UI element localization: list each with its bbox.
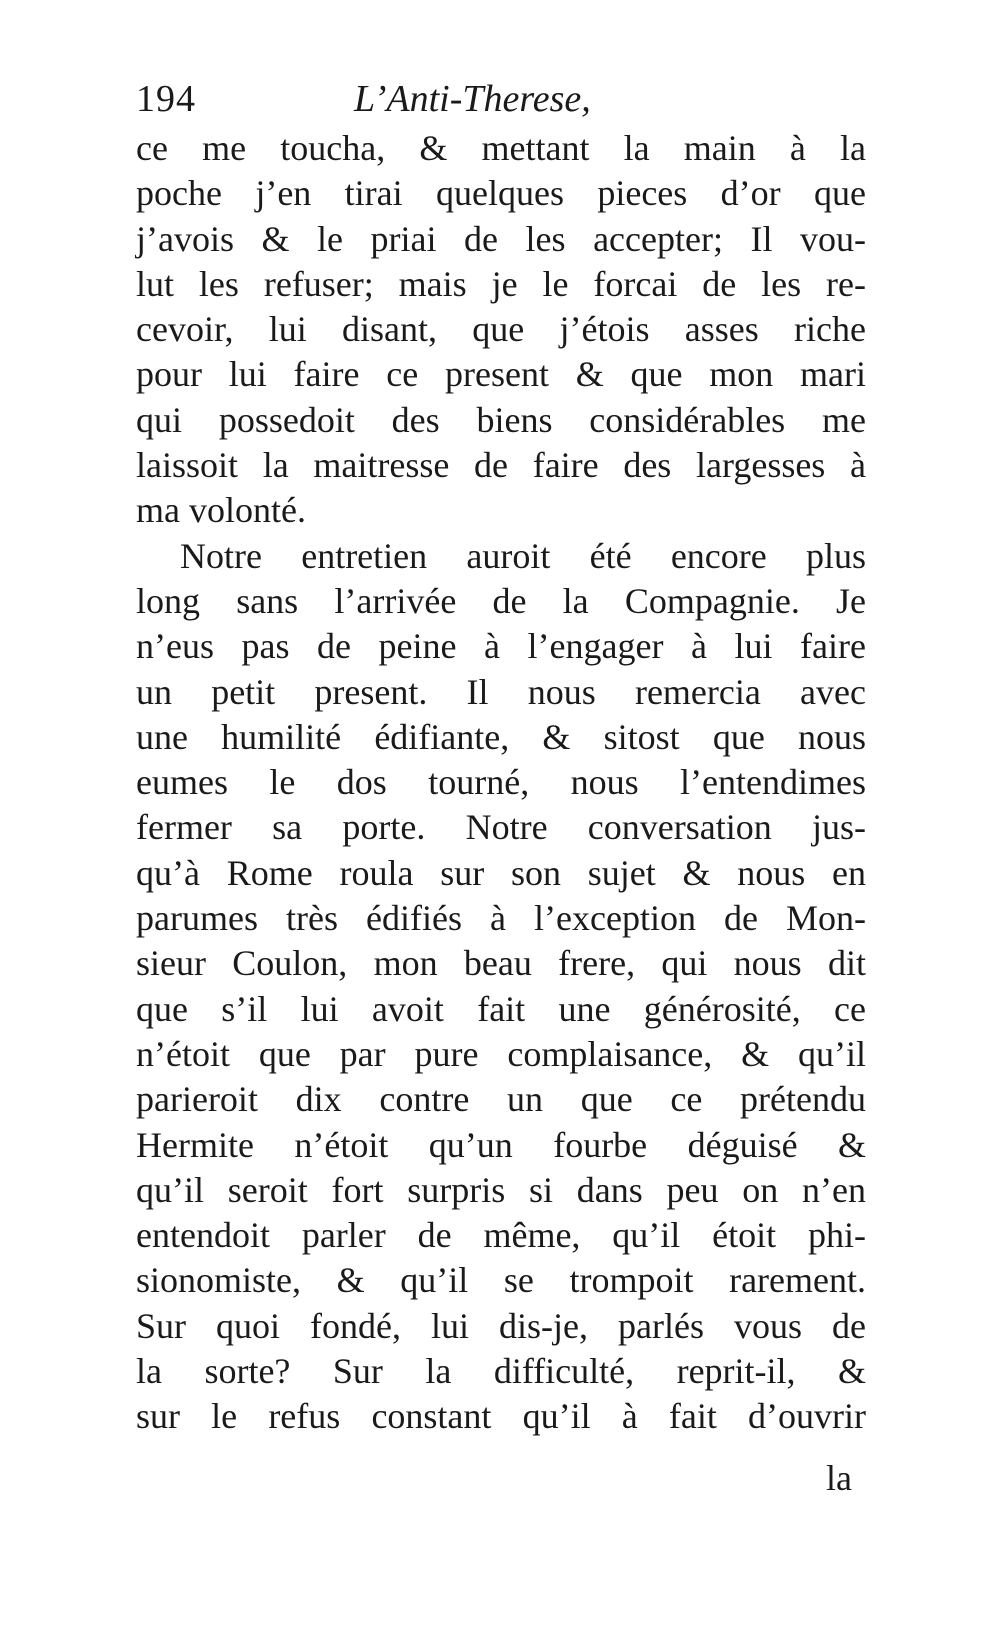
- catchword: la: [826, 1458, 852, 1498]
- text-line: n’étoit que par pure complaisance, & qu’il: [136, 1033, 866, 1074]
- text-line: qui possedoit des biens considérables me: [136, 399, 866, 440]
- text-line: cevoir, lui disant, que j’étois asses riche: [136, 309, 866, 350]
- running-title: L’Anti-Therese,: [354, 78, 591, 120]
- body-text: [136, 126, 866, 1440]
- text-line: parieroit dix contre un que ce prétendu: [136, 1079, 866, 1120]
- running-head: [136, 74, 696, 124]
- text-line: sieur Coulon, mon beau frere, qui nous dit: [136, 943, 866, 984]
- text-line: parumes très édifiés à l’exception de Mon-: [136, 898, 866, 939]
- text-line: j’avois & le priai de les accepter; Il vou-: [136, 218, 866, 259]
- text-line: fermer sa porte. Notre conversation jus-: [136, 807, 866, 848]
- text-line: pour lui faire ce present & que mon mari: [136, 354, 866, 395]
- text-line: Sur quoi fondé, lui dis-je, parlés vous de: [136, 1305, 866, 1346]
- text-line: une humilité édifiante, & sitost que nous: [136, 716, 866, 757]
- text-line: lut les refuser; mais je le forcai de les re-: [136, 263, 866, 304]
- text-line: n’eus pas de peine à l’engager à lui faire: [136, 626, 866, 667]
- text-line: eumes le dos tourné, nous l’entendimes: [136, 762, 866, 803]
- text-line: qu’il seroit fort surpris si dans peu on n’en: [136, 1169, 866, 1210]
- text-line: ce me toucha, & mettant la main à la: [136, 128, 866, 168]
- text-line: Hermite n’étoit qu’un fourbe déguisé &: [136, 1124, 866, 1165]
- text-line: la sorte? Sur la difficulté, reprit-il, &: [136, 1351, 866, 1392]
- text-line: entendoit parler de même, qu’il étoit phi-: [136, 1215, 866, 1256]
- text-line: que s’il lui avoit fait une générosité, ce: [136, 988, 866, 1029]
- text-line: poche j’en tirai quelques pieces d’or que: [136, 173, 866, 214]
- text-line: laissoit la maitresse de faire des largesses à: [136, 445, 866, 486]
- text-line: un petit present. Il nous remercia avec: [136, 671, 866, 712]
- text-line: ma volonté.: [136, 490, 306, 531]
- text-line: long sans l’arrivée de la Compagnie. Je: [136, 580, 866, 621]
- text-line: sionomiste, & qu’il se trompoit rarement.: [136, 1260, 866, 1301]
- text-line: qu’à Rome roula sur son sujet & nous en: [136, 852, 866, 893]
- page-number: 194: [136, 78, 196, 120]
- text-line: sur le refus constant qu’il à fait d’ouvrir: [136, 1396, 866, 1437]
- text-line-paragraph-start: Notre entretien auroit été encore plus: [180, 535, 866, 576]
